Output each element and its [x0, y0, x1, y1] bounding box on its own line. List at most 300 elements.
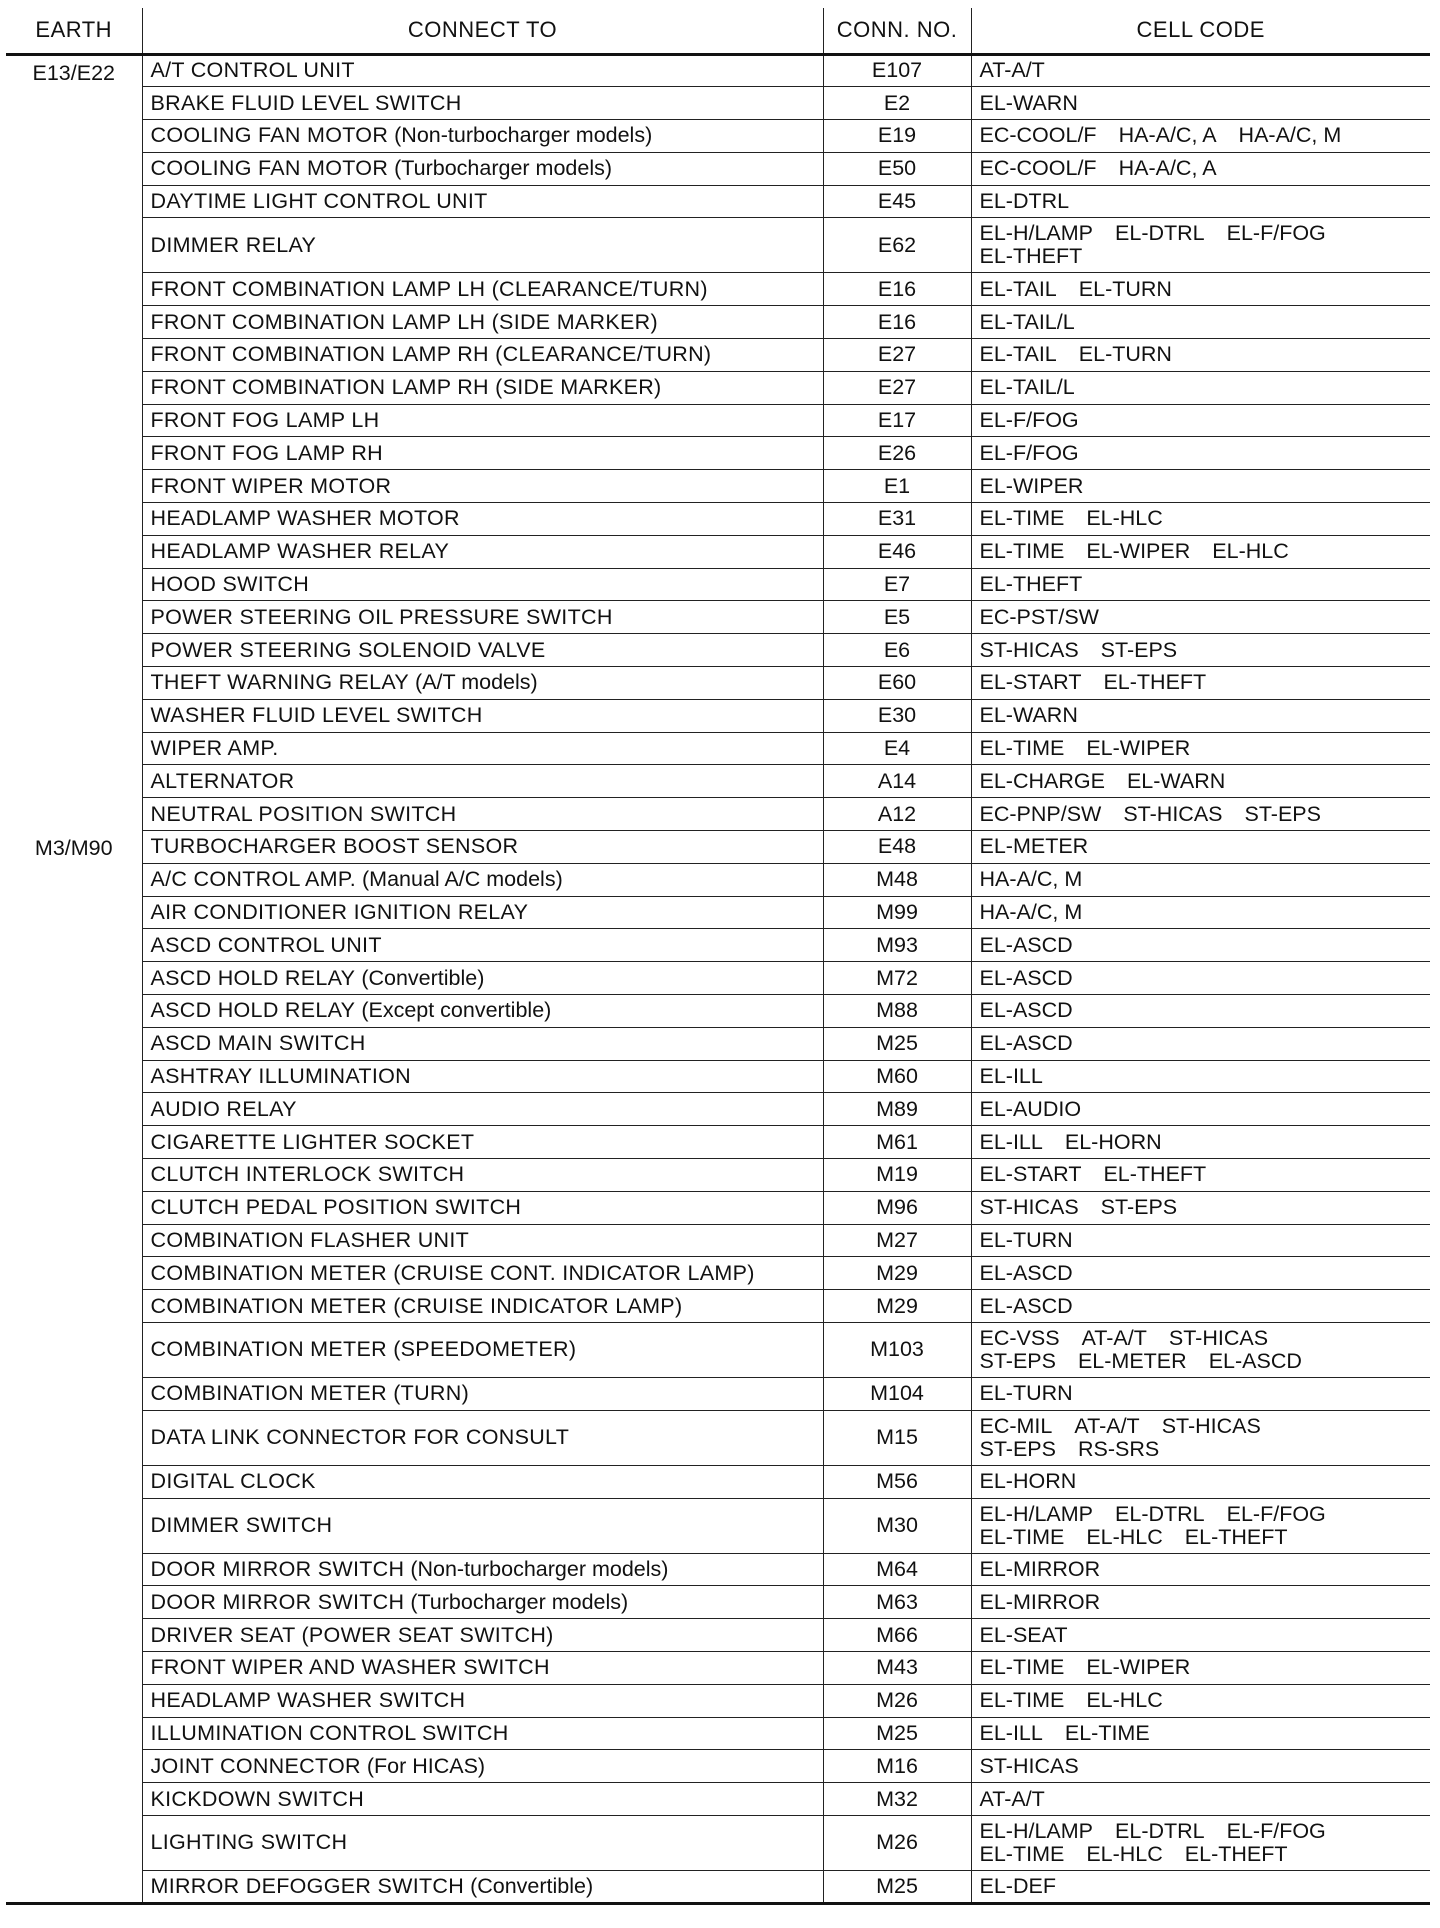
cell-code-cell: [971, 699, 1430, 732]
connect-to-cell: [142, 185, 823, 218]
cell-code: EL-START: [979, 1162, 1082, 1187]
connect-to-cell: [142, 1191, 823, 1224]
cell-code-line: [980, 343, 1431, 366]
cell-code: EL-ILL: [979, 1720, 1043, 1745]
component-name: COOLING FAN MOTOR: [150, 156, 389, 181]
cell-code-line: [980, 1503, 1431, 1526]
cell-code-cell: [971, 1717, 1430, 1750]
connector-number: E60: [823, 667, 971, 700]
cell-code-cell: [971, 1651, 1430, 1684]
cell-code-line: [980, 573, 1431, 596]
component-name: COMBINATION FLASHER UNIT: [150, 1227, 470, 1252]
cell-code-cell: [971, 218, 1430, 273]
component-name: FRONT COMBINATION LAMP LH (CLEARANCE/TURN): [150, 276, 708, 301]
table-row: [6, 1060, 1430, 1093]
cell-code: EL-AUDIO: [979, 1096, 1082, 1121]
component-name: TURBOCHARGER BOOST SENSOR: [150, 834, 519, 859]
component-name: LIGHTING SWITCH: [150, 1830, 348, 1855]
cell-code-line: [980, 1196, 1431, 1219]
cell-code-cell: [971, 1783, 1430, 1816]
cell-code: EL-SEAT: [979, 1622, 1068, 1647]
connect-to-cell: [142, 1717, 823, 1750]
connector-number: M103: [823, 1322, 971, 1377]
cell-code-cell: [971, 896, 1430, 929]
table-row: [6, 1290, 1430, 1323]
component-name: A/C CONTROL AMP.: [150, 867, 357, 892]
connect-to-cell: [142, 404, 823, 437]
connector-number: M61: [823, 1126, 971, 1159]
cell-code-cell: [971, 1410, 1430, 1465]
component-name: POWER STEERING SOLENOID VALVE: [150, 637, 546, 662]
component-name: NEUTRAL POSITION SWITCH: [150, 801, 457, 826]
cell-code: EL-METER: [979, 834, 1089, 859]
connector-number: M104: [823, 1377, 971, 1410]
cell-code: EL-H/LAMP: [979, 1501, 1094, 1526]
cell-code-cell: [971, 1290, 1430, 1323]
connect-to-cell: [142, 1126, 823, 1159]
component-name: CLUTCH INTERLOCK SWITCH: [150, 1162, 465, 1187]
connect-to-cell: [142, 535, 823, 568]
connect-to-cell: [142, 798, 823, 831]
component-name: HEADLAMP WASHER RELAY: [150, 539, 450, 564]
component-note: (Manual A/C models): [362, 867, 563, 892]
cell-code-cell: [971, 1586, 1430, 1619]
table-row: [6, 601, 1430, 634]
cell-code-line: [980, 1689, 1431, 1712]
table-row: [6, 1465, 1430, 1498]
connector-number: E5: [823, 601, 971, 634]
cell-code: EL-ASCD: [1208, 1348, 1302, 1373]
table-row: [6, 1257, 1430, 1290]
cell-code: HA-A/C, M: [979, 867, 1083, 892]
cell-code: EL-TIME: [979, 1841, 1065, 1866]
table-row: [6, 87, 1430, 120]
cell-code-cell: [971, 798, 1430, 831]
header-conn-no: CONN. NO.: [823, 8, 971, 54]
cell-code-line: [980, 803, 1431, 826]
connector-number: M99: [823, 896, 971, 929]
table-row: [6, 929, 1430, 962]
cell-code: EL-ASCD: [979, 1031, 1073, 1056]
cell-code: EL-HLC: [1086, 1688, 1163, 1713]
cell-code-cell: [971, 863, 1430, 896]
connector-number: M16: [823, 1750, 971, 1783]
component-name: DIMMER RELAY: [150, 232, 317, 257]
table-row: [6, 831, 1430, 864]
table-row: [6, 1553, 1430, 1586]
cell-code-line: [980, 1755, 1431, 1778]
connector-number: M43: [823, 1651, 971, 1684]
cell-code-cell: [971, 1750, 1430, 1783]
cell-code-cell: [971, 404, 1430, 437]
table-row: [6, 339, 1430, 372]
cell-code: EL-MIRROR: [979, 1589, 1101, 1614]
component-note: (A/T models): [415, 670, 538, 695]
table-row: [6, 273, 1430, 306]
cell-code-line: [980, 1875, 1431, 1898]
connector-number: E27: [823, 339, 971, 372]
connect-to-cell: [142, 1586, 823, 1619]
table-row: [6, 1783, 1430, 1816]
cell-code: EC-MIL: [979, 1413, 1053, 1438]
table-row: [6, 1498, 1430, 1553]
cell-code: EL-ASCD: [979, 1260, 1073, 1285]
component-name: COOLING FAN MOTOR: [150, 123, 389, 148]
connector-number: M72: [823, 962, 971, 995]
cell-code-cell: [971, 568, 1430, 601]
connect-to-cell: [142, 1619, 823, 1652]
cell-code: EL-F/FOG: [1226, 1818, 1326, 1843]
table-row: [6, 1126, 1430, 1159]
cell-code: ST-EPS: [1100, 637, 1178, 662]
connect-to-cell: [142, 87, 823, 120]
connect-to-cell: [142, 1257, 823, 1290]
table-row: [6, 1027, 1430, 1060]
connect-to-cell: [142, 699, 823, 732]
cell-code-line: [980, 1470, 1431, 1493]
connector-number: E2: [823, 87, 971, 120]
cell-code: EL-MIRROR: [979, 1556, 1101, 1581]
table-row: [6, 1717, 1430, 1750]
component-name: ILLUMINATION CONTROL SWITCH: [150, 1720, 509, 1745]
cell-code: EL-TURN: [1078, 276, 1172, 301]
table-row: [6, 470, 1430, 503]
component-name: ASCD CONTROL UNIT: [150, 932, 382, 957]
component-name: FRONT WIPER MOTOR: [150, 473, 392, 498]
cell-code: EL-WIPER: [979, 473, 1084, 498]
cell-code: AT-A/T: [1081, 1325, 1147, 1350]
cell-code-line: [980, 1722, 1431, 1745]
table-row: [6, 1159, 1430, 1192]
connector-number: E19: [823, 120, 971, 153]
component-name: JOINT CONNECTOR: [150, 1753, 361, 1778]
connector-number: M25: [823, 1027, 971, 1060]
table-row: [6, 699, 1430, 732]
cell-code-line: [980, 606, 1431, 629]
table-row: [6, 1377, 1430, 1410]
table-row: [6, 306, 1430, 339]
connector-number: A14: [823, 765, 971, 798]
cell-code-line: [980, 671, 1431, 694]
component-name: DATA LINK CONNECTOR FOR CONSULT: [150, 1425, 570, 1450]
connector-number: M66: [823, 1619, 971, 1652]
connect-to-cell: [142, 1093, 823, 1126]
connect-to-cell: [142, 765, 823, 798]
connect-to-cell: [142, 1498, 823, 1553]
cell-code-line: [980, 442, 1431, 465]
cell-code: EL-START: [979, 670, 1082, 695]
connector-number: M32: [823, 1783, 971, 1816]
table-row: [6, 798, 1430, 831]
cell-code-cell: [971, 929, 1430, 962]
header-earth: EARTH: [6, 8, 142, 54]
cell-code-line: [980, 999, 1431, 1022]
cell-code: EL-WARN: [979, 90, 1078, 115]
component-name: COMBINATION METER (TURN): [150, 1381, 470, 1406]
table-row: [6, 371, 1430, 404]
cell-code-cell: [971, 1553, 1430, 1586]
component-note: (Non-turbocharger models): [410, 1556, 669, 1581]
cell-code: EL-ASCD: [979, 998, 1073, 1023]
cell-code-cell: [971, 503, 1430, 536]
cell-code-cell: [971, 1498, 1430, 1553]
component-name: DOOR MIRROR SWITCH: [150, 1556, 405, 1581]
component-name: ASCD MAIN SWITCH: [150, 1031, 366, 1056]
component-name: DAYTIME LIGHT CONTROL UNIT: [150, 189, 488, 214]
connect-to-cell: [142, 1783, 823, 1816]
cell-code-line: [980, 157, 1431, 180]
component-name: ASHTRAY ILLUMINATION: [150, 1064, 411, 1088]
table-row: [6, 896, 1430, 929]
connector-number: M63: [823, 1586, 971, 1619]
cell-code: EL-ASCD: [979, 965, 1073, 990]
connect-to-cell: [142, 1060, 823, 1093]
component-name: FRONT FOG LAMP LH: [150, 408, 380, 433]
cell-code: ST-HICAS: [979, 1195, 1079, 1220]
cell-code-line: [980, 376, 1431, 399]
component-name: FRONT COMBINATION LAMP RH (CLEARANCE/TURN): [150, 342, 712, 367]
component-name: AUDIO RELAY: [150, 1096, 297, 1121]
component-name: FRONT FOG LAMP RH: [150, 440, 383, 465]
table-row: [6, 1750, 1430, 1783]
connect-to-cell: [142, 1750, 823, 1783]
connect-to-cell: [142, 929, 823, 962]
table-row: [6, 1684, 1430, 1717]
cell-code-cell: [971, 1060, 1430, 1093]
earth-point: E13/E22: [6, 54, 142, 831]
cell-code-cell: [971, 831, 1430, 864]
cell-code: ST-EPS: [979, 1436, 1056, 1461]
table-row: [6, 667, 1430, 700]
connector-number: E27: [823, 371, 971, 404]
component-name: FRONT COMBINATION LAMP RH (SIDE MARKER): [150, 375, 662, 400]
connector-number: M29: [823, 1290, 971, 1323]
connect-to-cell: [142, 1322, 823, 1377]
cell-code: EL-DEF: [979, 1873, 1056, 1898]
cell-code: AT-A/T: [979, 1786, 1045, 1811]
table-row: [6, 218, 1430, 273]
component-name: ALTERNATOR: [150, 768, 295, 793]
connector-number: M88: [823, 995, 971, 1028]
cell-code-line: [980, 1415, 1431, 1438]
cell-code: EL-THEFT: [1184, 1841, 1288, 1866]
cell-code-cell: [971, 1027, 1430, 1060]
component-note: (Non-turbocharger models): [394, 123, 653, 148]
connect-to-cell: [142, 1027, 823, 1060]
table-row: [6, 1619, 1430, 1652]
connect-to-cell: [142, 831, 823, 864]
cell-code-cell: [971, 273, 1430, 306]
connector-number: M15: [823, 1410, 971, 1465]
cell-code: EL-TURN: [979, 1381, 1073, 1406]
cell-code: EC-COOL/F: [979, 123, 1097, 148]
component-name: DIMMER SWITCH: [150, 1513, 333, 1538]
cell-code: EL-DTRL: [1115, 221, 1205, 246]
cell-code: EL-TIME: [979, 1688, 1065, 1713]
table-row: [6, 732, 1430, 765]
cell-code-cell: [971, 54, 1430, 87]
connect-to-cell: [142, 339, 823, 372]
connector-number: M19: [823, 1159, 971, 1192]
connector-number: E50: [823, 152, 971, 185]
component-name: WASHER FLUID LEVEL SWITCH: [150, 703, 483, 728]
cell-code: EL-TAIL: [979, 342, 1057, 367]
cell-code: EL-THEFT: [1184, 1524, 1288, 1549]
connector-number: M89: [823, 1093, 971, 1126]
cell-code: EL-ASCD: [979, 932, 1073, 957]
cell-code: EL-TIME: [979, 539, 1065, 564]
connector-number: A12: [823, 798, 971, 831]
cell-code-cell: [971, 470, 1430, 503]
cell-code-line: [980, 934, 1431, 957]
connect-to-cell: [142, 1377, 823, 1410]
cell-code-line: [980, 540, 1431, 563]
cell-code-line: [980, 1438, 1431, 1461]
cell-code-line: [980, 1788, 1431, 1811]
connector-number: M26: [823, 1684, 971, 1717]
cell-code-line: [980, 1163, 1431, 1186]
table-body: [6, 54, 1430, 1903]
table-row: [6, 1815, 1430, 1870]
cell-code: HA-A/C, A: [1118, 123, 1217, 148]
cell-code: ST-EPS: [979, 1348, 1056, 1373]
connector-number: E6: [823, 634, 971, 667]
cell-code: EL-F/FOG: [979, 440, 1079, 465]
cell-code-line: [980, 737, 1431, 760]
component-name: COMBINATION METER (CRUISE INDICATOR LAMP): [150, 1293, 683, 1318]
table-row: [6, 863, 1430, 896]
component-name: FRONT WIPER AND WASHER SWITCH: [150, 1655, 550, 1680]
connector-number: M93: [823, 929, 971, 962]
cell-code-cell: [971, 1126, 1430, 1159]
header-row: [6, 8, 1430, 54]
table-row: [6, 1322, 1430, 1377]
component-name: THEFT WARNING RELAY: [150, 670, 410, 695]
component-name: DOOR MIRROR SWITCH: [150, 1589, 405, 1614]
cell-code-line: [980, 311, 1431, 334]
cell-code-cell: [971, 152, 1430, 185]
connect-to-cell: [142, 218, 823, 273]
component-name: HEADLAMP WASHER SWITCH: [150, 1688, 466, 1713]
connect-to-cell: [142, 306, 823, 339]
cell-code-line: [980, 1382, 1431, 1405]
connect-to-cell: [142, 503, 823, 536]
cell-code-cell: [971, 1815, 1430, 1870]
connector-number: M64: [823, 1553, 971, 1586]
cell-code: EL-TIME: [979, 1655, 1065, 1680]
connect-to-cell: [142, 732, 823, 765]
component-name: FRONT COMBINATION LAMP LH (SIDE MARKER): [150, 309, 658, 334]
component-note: (Turbocharger models): [394, 156, 613, 181]
cell-code-line: [980, 1656, 1431, 1679]
component-name: DIGITAL CLOCK: [150, 1469, 316, 1494]
connect-to-cell: [142, 634, 823, 667]
cell-code-cell: [971, 306, 1430, 339]
cell-code-cell: [971, 1257, 1430, 1290]
cell-code-cell: [971, 732, 1430, 765]
cell-code: ST-EPS: [1244, 801, 1321, 826]
connect-to-cell: [142, 1553, 823, 1586]
cell-code: AT-A/T: [979, 58, 1045, 83]
cell-code: EL-TURN: [1078, 342, 1172, 367]
connector-number: E45: [823, 185, 971, 218]
cell-code: EL-METER: [1077, 1348, 1187, 1373]
cell-code-line: [980, 1229, 1431, 1252]
connector-number: M26: [823, 1815, 971, 1870]
cell-code-line: [980, 1262, 1431, 1285]
cell-code-cell: [971, 185, 1430, 218]
cell-code: ST-HICAS: [1123, 801, 1223, 826]
cell-code-line: [980, 222, 1431, 245]
cell-code: EL-H/LAMP: [979, 1818, 1094, 1843]
table-row: [6, 634, 1430, 667]
component-name: MIRROR DEFOGGER SWITCH: [150, 1873, 465, 1898]
connect-to-cell: [142, 1684, 823, 1717]
connect-to-cell: [142, 371, 823, 404]
connector-number: M25: [823, 1717, 971, 1750]
connect-to-cell: [142, 1815, 823, 1870]
component-name: COMBINATION METER (CRUISE CONT. INDICATOR LAMP): [150, 1260, 755, 1285]
table-row: [6, 995, 1430, 1028]
cell-code: AT-A/T: [1074, 1413, 1140, 1438]
component-name: COMBINATION METER (SPEEDOMETER): [150, 1337, 577, 1362]
cell-code-cell: [971, 1322, 1430, 1377]
component-name: CIGARETTE LIGHTER SOCKET: [150, 1129, 475, 1154]
component-name: AIR CONDITIONER IGNITION RELAY: [150, 900, 529, 925]
connect-to-cell: [142, 995, 823, 1028]
cell-code: EL-TIME: [1064, 1720, 1150, 1745]
cell-code: ST-HICAS: [979, 637, 1079, 662]
cell-code-cell: [971, 371, 1430, 404]
cell-code-line: [980, 1350, 1431, 1373]
cell-code-line: [980, 1624, 1431, 1647]
cell-code: EC-PST/SW: [979, 604, 1099, 629]
cell-code-line: [980, 1558, 1431, 1581]
cell-code-line: [980, 1526, 1431, 1549]
component-note: (For HICAS): [366, 1753, 486, 1778]
cell-code-line: [980, 1098, 1431, 1121]
table-row: [6, 437, 1430, 470]
cell-code-line: [980, 835, 1431, 858]
connector-number: E48: [823, 831, 971, 864]
cell-code: EL-HLC: [1086, 1841, 1163, 1866]
connector-number: M30: [823, 1498, 971, 1553]
connector-number: M29: [823, 1257, 971, 1290]
connect-to-cell: [142, 1224, 823, 1257]
cell-code-line: [980, 124, 1431, 147]
cell-code-cell: [971, 1619, 1430, 1652]
cell-code-line: [980, 1032, 1431, 1055]
connector-number: M60: [823, 1060, 971, 1093]
connect-to-cell: [142, 1651, 823, 1684]
component-note: (Except convertible): [361, 998, 552, 1023]
cell-code: EL-HORN: [1064, 1129, 1162, 1154]
cell-code-cell: [971, 535, 1430, 568]
table-row: [6, 535, 1430, 568]
cell-code-cell: [971, 1093, 1430, 1126]
cell-code: EL-THEFT: [979, 244, 1083, 269]
cell-code: EC-VSS: [979, 1325, 1060, 1350]
cell-code: ST-HICAS: [1161, 1413, 1261, 1438]
cell-code-line: [980, 1591, 1431, 1614]
cell-code: HA-A/C, M: [1238, 123, 1342, 148]
connect-to-cell: [142, 962, 823, 995]
table-row: [6, 1191, 1430, 1224]
cell-code-cell: [971, 667, 1430, 700]
connector-number: E46: [823, 535, 971, 568]
component-name: A/T CONTROL UNIT: [150, 58, 355, 83]
connect-to-cell: [142, 273, 823, 306]
